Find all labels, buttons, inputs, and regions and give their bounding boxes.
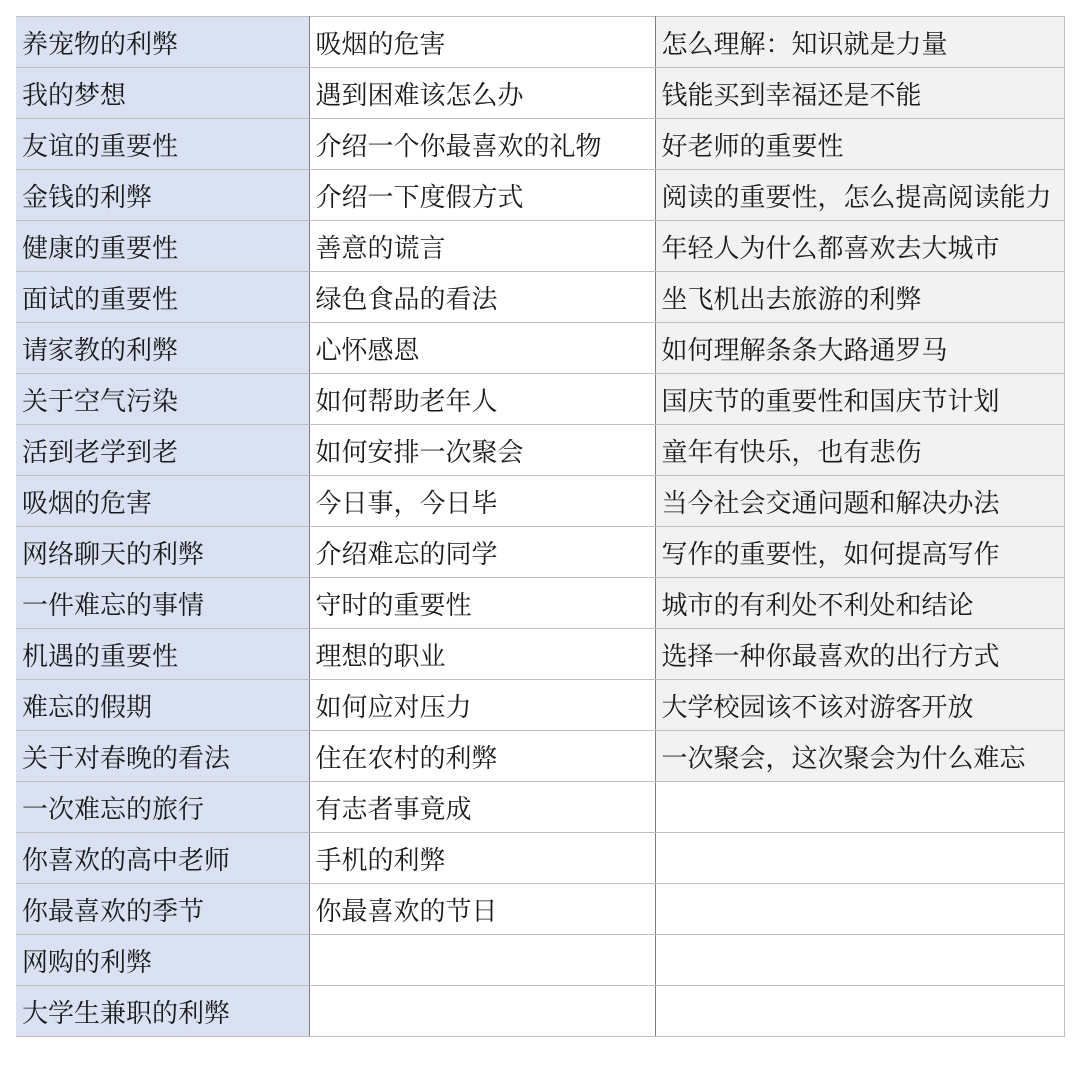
table-cell: 当今社会交通问题和解决办法 — [655, 476, 1064, 527]
table-row — [16, 986, 1064, 1037]
table-cell: 坐飞机出去旅游的利弊 — [655, 272, 1064, 323]
table-cell: 阅读的重要性，怎么提高阅读能力 — [655, 170, 1064, 221]
table-row — [16, 731, 1064, 782]
table-cell: 网络聊天的利弊 — [16, 527, 309, 578]
table-cell: 网购的利弊 — [16, 935, 309, 986]
table-row — [16, 374, 1064, 425]
table-cell — [309, 935, 655, 986]
table-cell: 怎么理解：知识就是力量 — [655, 17, 1064, 68]
table-row — [16, 629, 1064, 680]
table-cell — [655, 986, 1064, 1037]
table-row — [16, 476, 1064, 527]
table-cell: 一次难忘的旅行 — [16, 782, 309, 833]
table-cell: 理想的职业 — [309, 629, 655, 680]
table-cell: 写作的重要性，如何提高写作 — [655, 527, 1064, 578]
table-cell — [655, 884, 1064, 935]
table-cell: 住在农村的利弊 — [309, 731, 655, 782]
table-cell: 吸烟的危害 — [16, 476, 309, 527]
table-row — [16, 578, 1064, 629]
table-cell — [655, 833, 1064, 884]
table-row — [16, 833, 1064, 884]
table-cell: 如何理解条条大路通罗马 — [655, 323, 1064, 374]
table-row — [16, 17, 1064, 68]
table-cell: 活到老学到老 — [16, 425, 309, 476]
table-cell: 介绍难忘的同学 — [309, 527, 655, 578]
table-cell: 我的梦想 — [16, 68, 309, 119]
table-row — [16, 119, 1064, 170]
table-cell: 手机的利弊 — [309, 833, 655, 884]
topic-table — [16, 16, 1065, 1037]
table-cell: 心怀感恩 — [309, 323, 655, 374]
table-cell: 你最喜欢的节日 — [309, 884, 655, 935]
table-cell: 如何安排一次聚会 — [309, 425, 655, 476]
table-cell: 一件难忘的事情 — [16, 578, 309, 629]
table-cell: 大学校园该不该对游客开放 — [655, 680, 1064, 731]
table-cell: 友谊的重要性 — [16, 119, 309, 170]
table-row — [16, 170, 1064, 221]
table-cell: 大学生兼职的利弊 — [16, 986, 309, 1037]
table-row — [16, 272, 1064, 323]
table-cell: 你最喜欢的季节 — [16, 884, 309, 935]
table-cell: 绿色食品的看法 — [309, 272, 655, 323]
table-cell: 你喜欢的高中老师 — [16, 833, 309, 884]
table-cell: 关于对春晚的看法 — [16, 731, 309, 782]
table-cell: 年轻人为什么都喜欢去大城市 — [655, 221, 1064, 272]
table-cell: 机遇的重要性 — [16, 629, 309, 680]
table-cell: 国庆节的重要性和国庆节计划 — [655, 374, 1064, 425]
table-cell: 城市的有利处不利处和结论 — [655, 578, 1064, 629]
table-cell: 介绍一下度假方式 — [309, 170, 655, 221]
table-cell: 难忘的假期 — [16, 680, 309, 731]
table-cell: 一次聚会，这次聚会为什么难忘 — [655, 731, 1064, 782]
table-cell: 选择一种你最喜欢的出行方式 — [655, 629, 1064, 680]
table-cell: 钱能买到幸福还是不能 — [655, 68, 1064, 119]
table-row — [16, 221, 1064, 272]
table-cell: 吸烟的危害 — [309, 17, 655, 68]
table-cell: 请家教的利弊 — [16, 323, 309, 374]
table-cell: 关于空气污染 — [16, 374, 309, 425]
table-cell — [309, 986, 655, 1037]
table-cell: 面试的重要性 — [16, 272, 309, 323]
table-cell: 如何应对压力 — [309, 680, 655, 731]
table-cell: 童年有快乐，也有悲伤 — [655, 425, 1064, 476]
table-row — [16, 425, 1064, 476]
table-row — [16, 680, 1064, 731]
table-row — [16, 527, 1064, 578]
table-cell: 遇到困难该怎么办 — [309, 68, 655, 119]
table-cell: 守时的重要性 — [309, 578, 655, 629]
table-cell — [655, 782, 1064, 833]
table-row — [16, 884, 1064, 935]
table-cell: 善意的谎言 — [309, 221, 655, 272]
table-cell: 今日事，今日毕 — [309, 476, 655, 527]
topic-table-body — [16, 17, 1064, 1037]
table-cell: 健康的重要性 — [16, 221, 309, 272]
table-row — [16, 68, 1064, 119]
table-row — [16, 935, 1064, 986]
table-row — [16, 323, 1064, 374]
table-cell: 好老师的重要性 — [655, 119, 1064, 170]
table-cell: 有志者事竟成 — [309, 782, 655, 833]
table-cell: 介绍一个你最喜欢的礼物 — [309, 119, 655, 170]
table-cell: 养宠物的利弊 — [16, 17, 309, 68]
table-row — [16, 782, 1064, 833]
table-cell: 金钱的利弊 — [16, 170, 309, 221]
table-cell — [655, 935, 1064, 986]
table-cell: 如何帮助老年人 — [309, 374, 655, 425]
